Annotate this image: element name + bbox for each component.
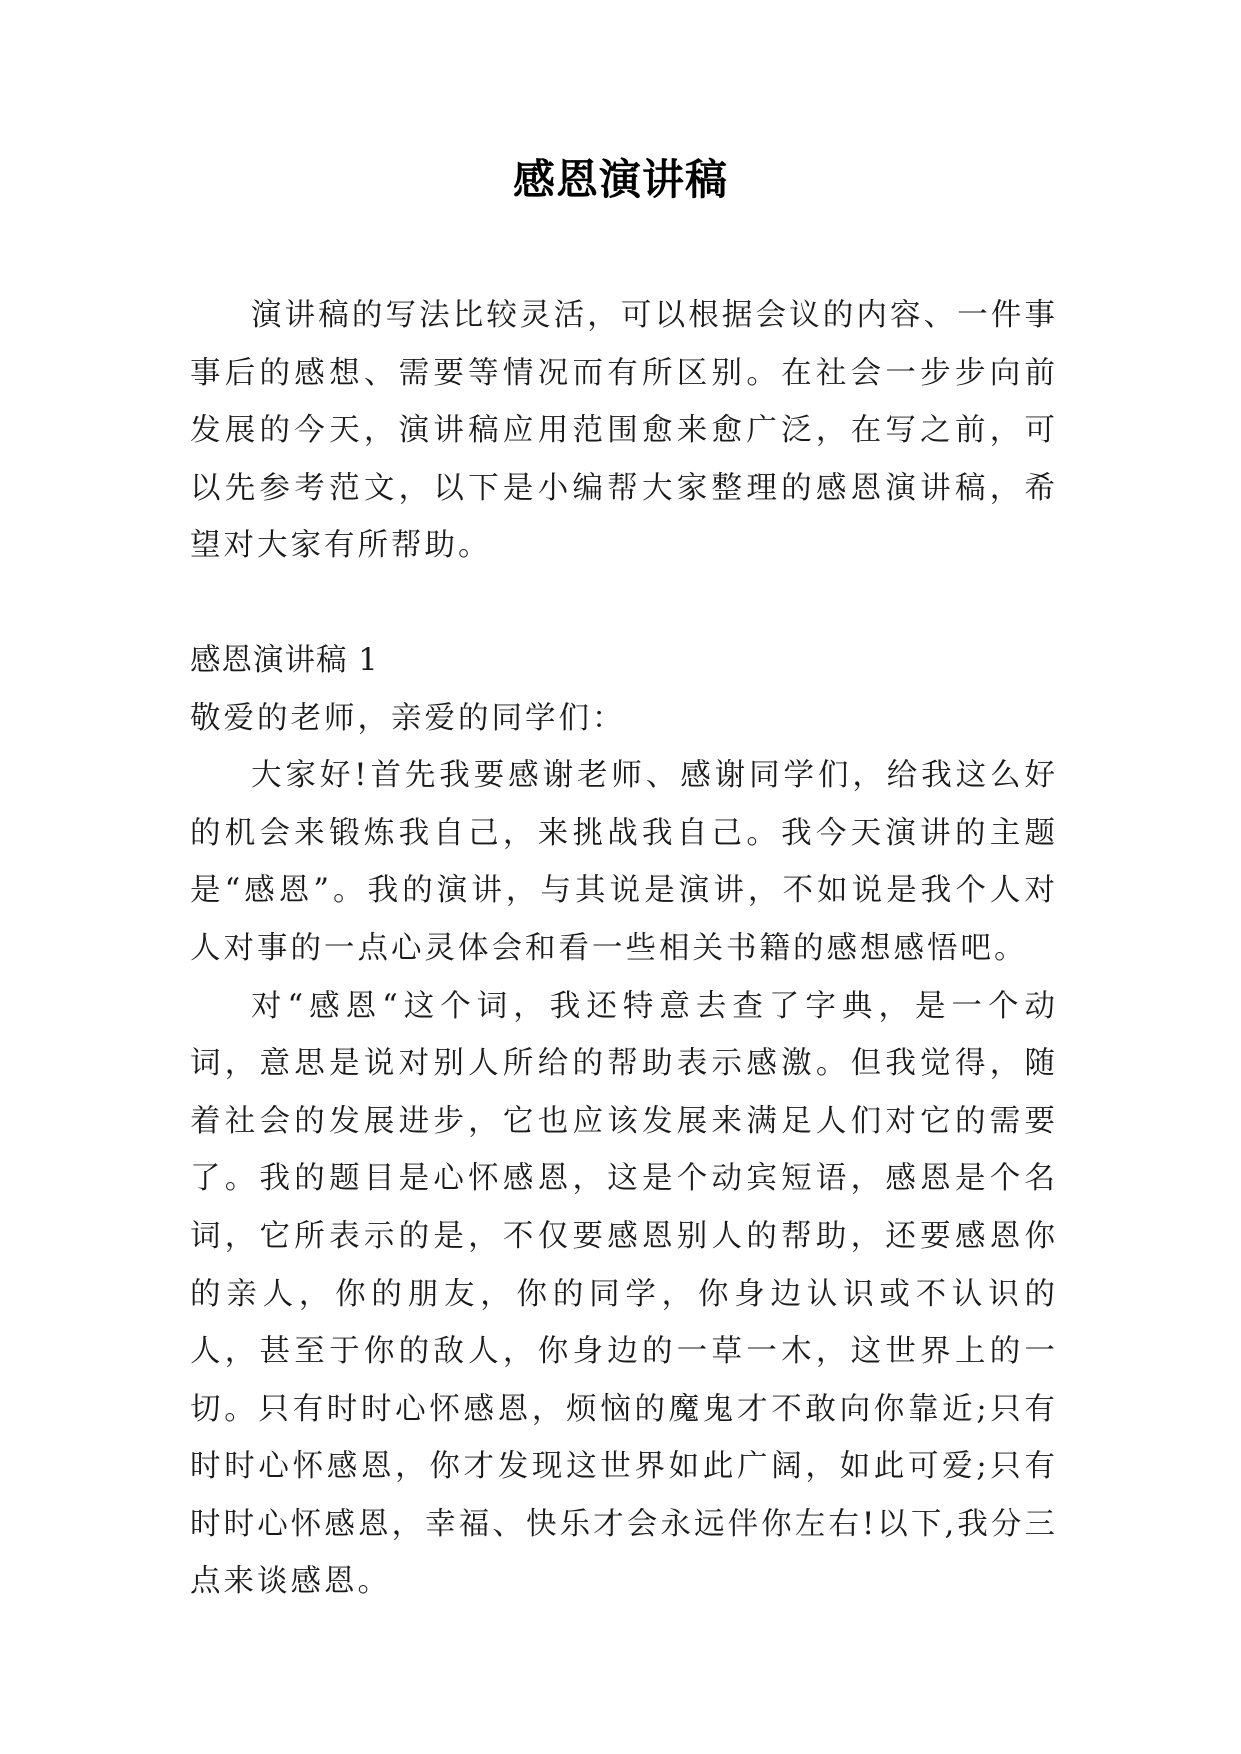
body-paragraph-2: 对“感恩“这个词，我还特意去查了字典，是一个动词，意思是说对别人所给的帮助表示感激。但我觉得，随着社会的发展进步，它也应该发展来满足人们对它的需要了。我的题目是心怀感恩，这是个动宾短语，感恩是个名词，它所表示的是，不仅要感恩别人的帮助，还要感恩你的亲人，你的朋友，你的同学，你身边认识或不认识的人，甚至于你的敌人，你身边的一草一木，这世界上的一切。只有时时心怀感恩，烦恼的魔鬼才不敢向你靠近;只有时时心怀感恩，你才发现这世界如此广阔，如此可爱;只有时时心怀感恩，幸福、快乐才会永远伴你左右!以下,我分三点来谈感恩。	[190, 988, 1058, 1600]
greeting-line: 敬爱的老师，亲爱的同学们：	[190, 700, 626, 736]
spacer	[190, 575, 1058, 632]
document-body	[190, 287, 1058, 1611]
intro-paragraph: 演讲稿的写法比较灵活，可以根据会议的内容、一件事事后的感想、需要等情况而有所区别。在社会一步步向前发展的今天，演讲稿应用范围愈来愈广泛，在写之前，可以先参考范文，以下是小编帮大家整理的感恩演讲稿，希望对大家有所帮助。	[190, 298, 1058, 564]
body-paragraph-1: 大家好!首先我要感谢老师、感谢同学们，给我这么好的机会来锻炼我自己，来挑战我自己。我今天演讲的主题是“感恩”。我的演讲，与其说是演讲，不如说是我个人对人对事的一点心灵体会和看一些相关书籍的感想感悟吧。	[190, 758, 1058, 966]
section-heading: 感恩演讲稿 1	[190, 642, 379, 678]
document-title: 感恩演讲稿	[512, 155, 728, 204]
